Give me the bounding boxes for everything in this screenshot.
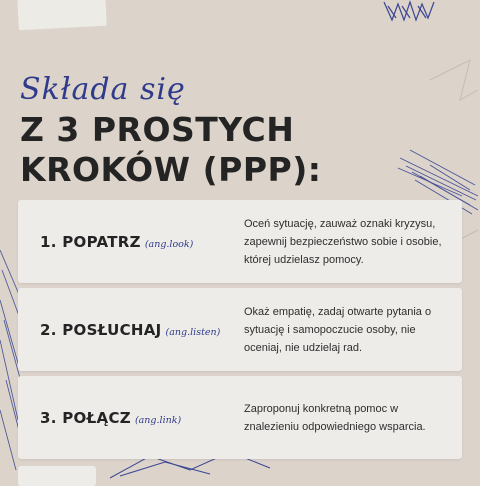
step-card-1 [18, 200, 462, 283]
steps-list [18, 200, 462, 464]
top-right-scribble [384, 2, 434, 20]
step-title-3 [40, 409, 181, 427]
step-label: 3. POŁĄCZ [40, 408, 131, 427]
tape-strip [17, 0, 107, 30]
step-title-2 [40, 321, 220, 339]
headline [20, 70, 322, 190]
headline-line-1: Z 3 PROSTYCH [20, 110, 295, 149]
step-english: (ang.look) [144, 238, 194, 250]
headline-script: Składa się [20, 72, 186, 107]
step-label: 2. POSŁUCHAJ [40, 320, 162, 339]
step-label: 1. POPATRZ [40, 232, 141, 251]
step-english: (ang.link) [134, 414, 182, 426]
step-card-3 [18, 376, 462, 459]
step-title-1 [40, 233, 193, 251]
step-description: Okaż empatię, zadaj otwarte pytania o sytuację i samopoczucie osoby, nie oceniaj, nie udzielaj rad. [244, 305, 432, 354]
step-english: (ang.listen) [165, 326, 221, 338]
step-card-2 [18, 288, 462, 371]
headline-line-2: KROKÓW (PPP): [20, 150, 322, 189]
step-description: Zaproponuj konkretną pomoc w znalezieniu odpowiedniego wsparcia. [244, 402, 426, 433]
bottom-card-edge [18, 466, 96, 486]
step-description: Oceń sytuację, zauważ oznaki kryzysu, zapewnij bezpieczeństwo sobie i osobie, której udzielasz pomocy. [244, 217, 442, 266]
